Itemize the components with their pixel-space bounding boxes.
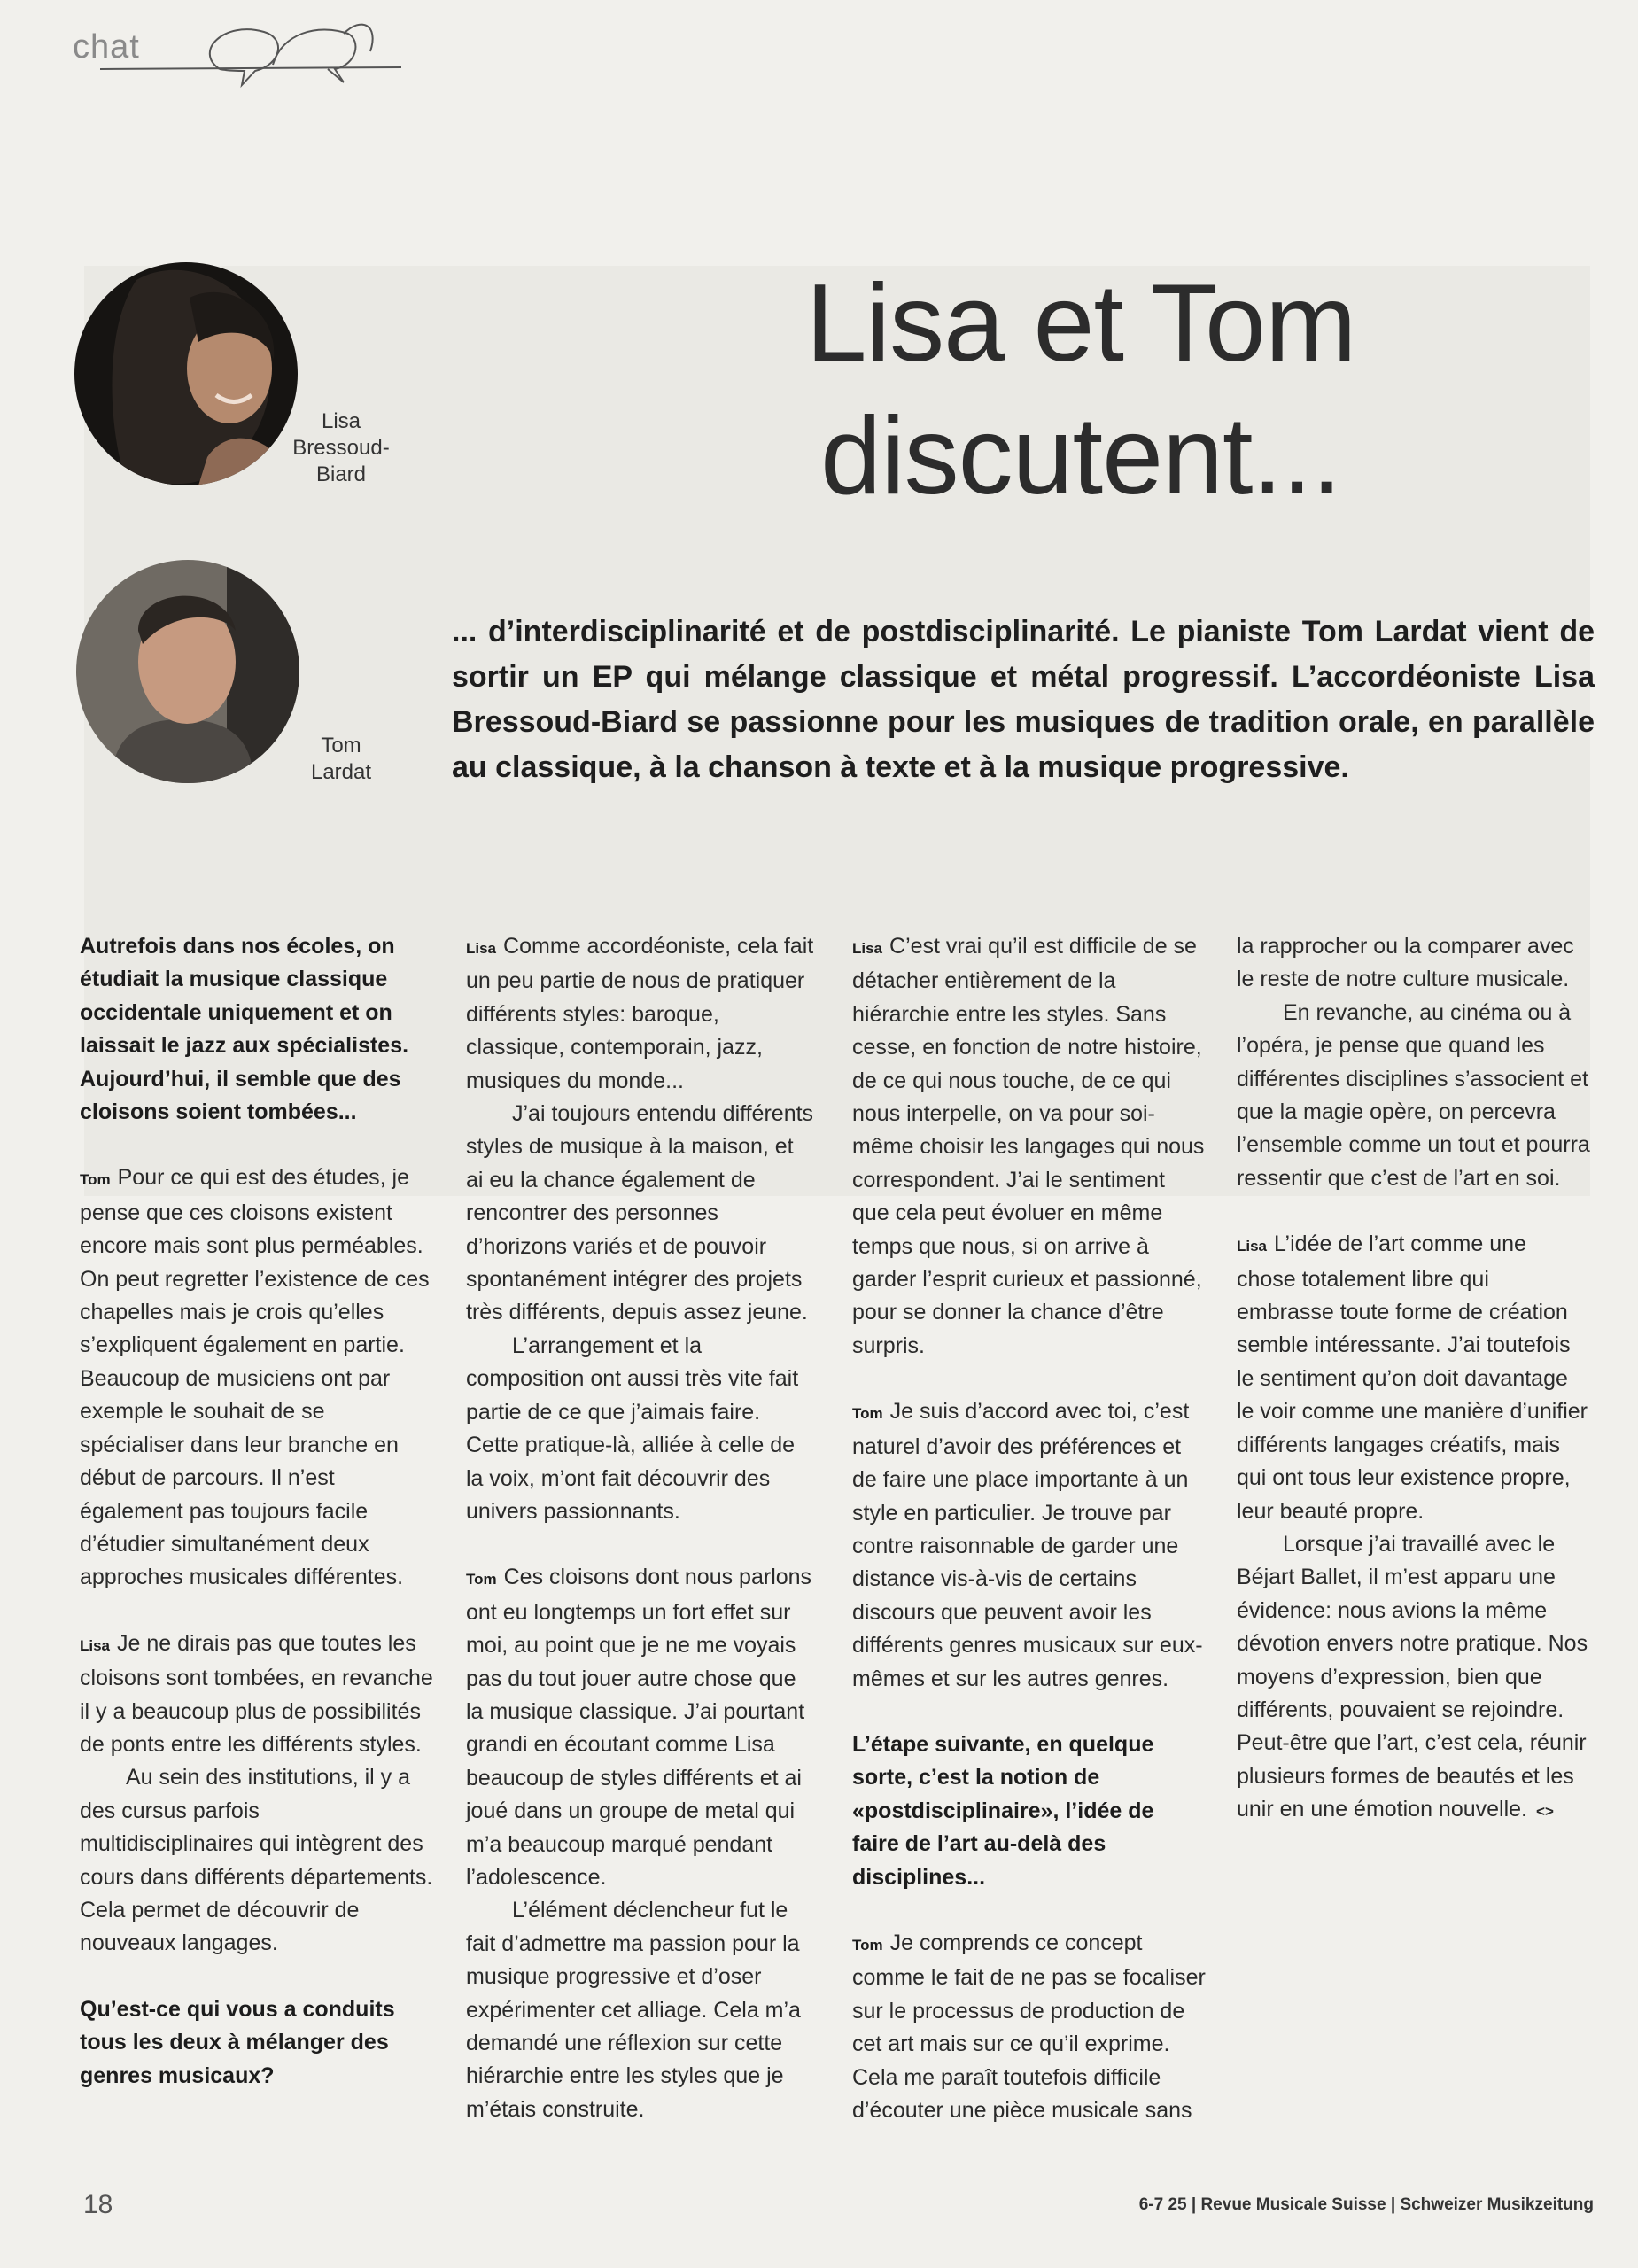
interview-question: Autrefois dans nos écoles, on étudiait la musique classique occidentale uniquement et on laissait le jazz aux spécialistes. Aujourd’hui, il semble que des cloisons soient tombées... [80, 934, 409, 1125]
caption-first-name: Lisa [321, 409, 361, 433]
paragraph: En revanche, au cinéma ou à l’opéra, je pense que quand les différentes disciplines s’associent et que la magie opère, on percevra l’ensemble comme un tout et pourra ressentir que c’est de l’art en soi. [1237, 999, 1590, 1191]
speaker-label: Tom [80, 1171, 111, 1189]
answer-lisa [1237, 1228, 1591, 1528]
caption-lisa [292, 408, 390, 488]
chat-scribble-icon [96, 16, 415, 96]
caption-tom [292, 733, 390, 786]
speaker-label: Lisa [80, 1636, 111, 1654]
paragraph [1237, 1528, 1591, 1829]
column-2 [466, 930, 816, 2126]
speaker-label: Tom [852, 1405, 883, 1423]
column-1 [80, 930, 434, 2093]
speaker-label: Lisa [852, 940, 883, 957]
paragraph: la rapprocher ou la comparer avec le reste de notre culture musicale. [1237, 934, 1574, 992]
paragraph: L’élément déclencheur fut le fait d’admettre ma passion pour la musique progressive et d’oser expérimenter cet alliage. Cela m’a demandé une réflexion sur cette hiérarchie entre les styles que je m’étais construite. [466, 1898, 801, 2122]
answer-tom [466, 1561, 816, 1894]
answer-text: Lorsque j’ai travaillé avec le Béjart Ballet, il m’est apparu une évidence: nous avions la même dévotion envers notre pratique. Nos moyens d’expression, bien que différents, pouvaient se rejoindre. Peut-être que l’art, c’est cela, réunir plusieurs formes de beautés et les unir en une émotion nouvelle. [1237, 1531, 1588, 1822]
answer-lisa [80, 1627, 434, 1762]
end-mark: <> [1536, 1803, 1554, 1821]
answer-lisa [852, 930, 1207, 1363]
paragraph: L’arrangement et la composition ont aussi très vite fait partie de ce que j’aimais faire. Cette pratique-là, alliée à celle de la voix, m’ont fait découvrir des univers passionnants. [466, 1332, 799, 1524]
article-title [611, 257, 1550, 523]
speaker-label: Lisa [466, 940, 497, 957]
answer-text: Je comprends ce concept comme le fait de ne pas se focaliser sur le processus de production de cet art mais sur ce qu’il exprime. Cela me paraît toutefois difficile d’écouter une pièce musicale sans [852, 1930, 1206, 2123]
page-number: 18 [83, 2190, 113, 2219]
lead-paragraph: ... d’interdisciplinarité et de postdisciplinarité. Le pianiste Tom Lardat vient de sortir un EP qui mélange classique et métal progressif. L’accordéoniste Lisa Bressoud-Biard se passionne pour les musiques de tradition orale, en parallèle au classique, à la chanson à texte et à la musique progressive. [452, 615, 1595, 784]
caption-last-name: Lardat [310, 760, 372, 784]
title-line-1: Lisa et Tom [805, 262, 1356, 384]
answer-text: Je suis d’accord avec toi, c’est naturel d’avoir des préférences et de faire une place importante à un style en particulier. Je trouve par contre raisonnable de garder une distance vis-à-vis de certains discours que peuvent avoir les différents genres musicaux sur eux-mêmes et sur les autres genres. [852, 1399, 1203, 1691]
speaker-label: Lisa [1237, 1238, 1268, 1255]
answer-text: Je ne dirais pas que toutes les cloisons sont tombées, en revanche il y a beaucoup plus de possibilités de ponts entre les différents styles. [80, 1630, 433, 1757]
section-label: chat [73, 28, 140, 66]
answer-text: Ces cloisons dont nous parlons ont eu longtemps un fort effet sur moi, au point que je ne me voyais pas du tout jouer autre chose que la musique classique. J’ai pourtant grandi en écoutant comme Lisa beaucoup de styles différents et ai joué dans un groupe de metal qui m’a beaucoup marqué pendant l’adolescence. [466, 1565, 812, 1890]
paragraph: J’ai toujours entendu différents styles de musique à la maison, et ai eu la chance également de rencontrer des personnes d’horizons variés et de pouvoir spontanément intégrer des projets très différents, depuis assez jeune. [466, 1101, 814, 1325]
paragraph: Au sein des institutions, il y a des cursus parfois multidisciplinaires qui intègrent des cours dans différents départements. Cela permet de découvrir de nouveaux langages. [80, 1765, 433, 1956]
interview-question: Qu’est-ce qui vous a conduits tous les deux à mélanger des genres musicaux? [80, 1996, 395, 2088]
answer-text: Comme accordéoniste, cela fait un peu partie de nous de pratiquer différents styles: baroque, classique, contemporain, jazz, musiques du monde... [466, 934, 814, 1093]
answer-text: C’est vrai qu’il est difficile de se détacher entièrement de la hiérarchie entre les styles. Sans cesse, en fonction de notre histoire, de ce qui nous touche, de ce qui nous interpelle, on va pour soi-même choisir les langages qui nous correspondent. J’ai le sentiment que cela peut évoluer en même temps que nous, si on arrive à garder l’esprit curieux et passionné, pour se donner la chance d’être surpris. [852, 934, 1205, 1358]
caption-first-name: Tom [321, 734, 361, 757]
portrait-lisa [74, 262, 298, 485]
answer-lisa [466, 930, 816, 1098]
column-4 [1237, 930, 1591, 1829]
column-3 [852, 930, 1207, 2127]
answer-tom [852, 1395, 1207, 1696]
interview-question: L’étape suivante, en quelque sorte, c’est la notion de «postdisciplinaire», l’idée de faire de l’art au-delà des disciplines... [852, 1731, 1154, 1890]
caption-last-name: Biard [315, 462, 367, 486]
portrait-tom [76, 560, 299, 783]
publication-footer: 6-7 25 | Revue Musicale Suisse | Schweizer Musikzeitung [1138, 2195, 1594, 2214]
answer-tom [80, 1161, 434, 1594]
answer-text: L’idée de l’art comme une chose totalement libre qui embrasse toute forme de création semble intéressante. J’ai toutefois le sentiment qu’on doit davantage le voir comme une manière d’unifier différents langages créatifs, mais qui ont tous leur existence propre, leur beauté propre. [1237, 1231, 1588, 1524]
title-line-2: discutent... [820, 395, 1341, 517]
answer-text: Pour ce qui est des études, je pense que ces cloisons existent encore mais sont plus perméables. On peut regretter l’existence de ces chapelles mais je crois qu’elles s’expliquent également en partie. Beaucoup de musiciens ont par exemple le souhait de se spécialiser dans leur branche en début de parcours. Il n’est également pas toujours facile d’étudier simultanément deux approches musicales différentes. [80, 1165, 430, 1590]
speaker-label: Tom [852, 1936, 883, 1953]
speaker-label: Tom [466, 1571, 497, 1588]
answer-tom [852, 1927, 1207, 2127]
caption-last-name: Bressoud- [292, 436, 390, 460]
